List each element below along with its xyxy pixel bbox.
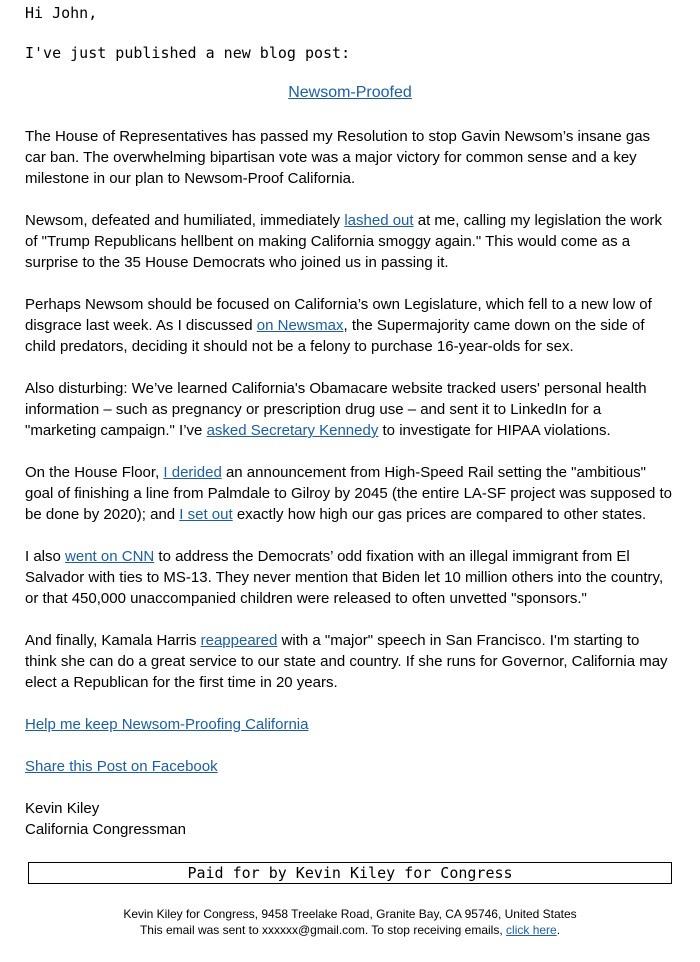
greeting: Hi John,	[25, 4, 98, 22]
paragraph-5-text-b: an announcement from High-Speed Rail setting the "ambitious" goal of finishing a line from Palmdale to Gilroy by 2045 (the entire LA-SF project was supposed to be done by 2020); and	[25, 464, 673, 523]
secretary-kennedy-link[interactable]: asked Secretary Kennedy	[206, 422, 379, 439]
post-title-link[interactable]: Newsom-Proofed	[288, 84, 412, 101]
cta-help-wrap	[25, 714, 308, 735]
signature-name: Kevin Kiley	[25, 800, 100, 817]
help-newsom-proofing-link[interactable]: Help me keep Newsom-Proofing California	[25, 716, 309, 733]
paragraph-2	[25, 210, 675, 273]
footer-sent-to-text: This email was sent to xxxxxx@gmail.com. To stop receiving emails,	[139, 923, 507, 937]
paragraph-5	[25, 462, 675, 525]
paragraph-6	[25, 546, 675, 609]
signature-title: California Congressman	[25, 821, 186, 838]
paragraph-6-text-b: to address the Democrats’ odd fixation with an illegal immigrant from El Salvador with ties to MS-13. They never mention that Biden let 10 million others into the country, or that 450,000 unaccompanied children were released to often unvetted "sponsors."	[25, 548, 664, 607]
unsubscribe-link[interactable]: click here	[506, 923, 557, 937]
lashed-out-link[interactable]: lashed out	[344, 212, 414, 229]
paid-for-box	[28, 862, 672, 884]
paragraph-6-text-a: I also	[25, 548, 66, 565]
paragraph-4-text-b: to investigate for HIPAA violations.	[378, 422, 611, 439]
cta-share-wrap	[25, 756, 218, 777]
paragraph-4-text-a: Also disturbing: We’ve learned California's Obamacare website tracked users' personal health information – such as pregnancy or prescription drug use – and sent it to LinkedIn for a "marketing campaign." I’ve	[25, 380, 647, 439]
intro-text: I've just published a new blog post:	[25, 44, 351, 62]
paragraph-5-text-a: On the House Floor,	[25, 464, 164, 481]
footer-sent-to	[0, 922, 700, 938]
paragraph-7-text-b: with a "major" speech in San Francisco. I'm starting to think she can do a great service to our state and country. If she runs for Governor, California may elect a Republican for the first time in 20 years.	[25, 632, 668, 691]
i-derided-link[interactable]: I derided	[163, 464, 222, 481]
share-facebook-link[interactable]: Share this Post on Facebook	[25, 758, 218, 775]
reappeared-link[interactable]: reappeared	[200, 632, 278, 649]
paragraph-5-text-c: exactly how high our gas prices are compared to other states.	[232, 506, 647, 523]
paragraph-2-text-a: Newsom, defeated and humiliated, immediately	[25, 212, 345, 229]
paragraph-7	[25, 630, 675, 693]
newsmax-link[interactable]: on Newsmax	[256, 317, 344, 334]
paragraph-7-text-a: And finally, Kamala Harris	[25, 632, 201, 649]
cnn-link[interactable]: went on CNN	[65, 548, 155, 565]
footer-address: Kevin Kiley for Congress, 9458 Treelake Road, Granite Bay, CA 95746, United States	[123, 907, 577, 921]
paragraph-2-text-b: at me, calling my legislation the work of "Trump Republicans hellbent on making California smoggy again." This would come as a surprise to the 35 House Democrats who joined us in passing it.	[25, 212, 663, 271]
post-title-wrap	[0, 82, 700, 103]
paragraph-3-text-b: , the Supermajority came down on the side of child predators, deciding it should not be a felony to purchase 16-year-olds for sex.	[25, 317, 645, 355]
paragraph-3	[25, 294, 675, 357]
paragraph-4	[25, 378, 675, 441]
i-set-out-link[interactable]: I set out	[179, 506, 233, 523]
paragraph-3-text-a: Perhaps Newsom should be focused on California’s own Legislature, which fell to a new low of disgrace last week. As I discussed	[25, 296, 652, 334]
paragraph-1: The House of Representatives has passed my Resolution to stop Gavin Newsom’s insane gas car ban. The overwhelming bipartisan vote was a major victory for common sense and a key milestone in our plan to Newsom-Proof California.	[25, 128, 651, 187]
paid-for-text: Paid for by Kevin Kiley for Congress	[187, 864, 513, 882]
footer-end: .	[556, 923, 561, 937]
